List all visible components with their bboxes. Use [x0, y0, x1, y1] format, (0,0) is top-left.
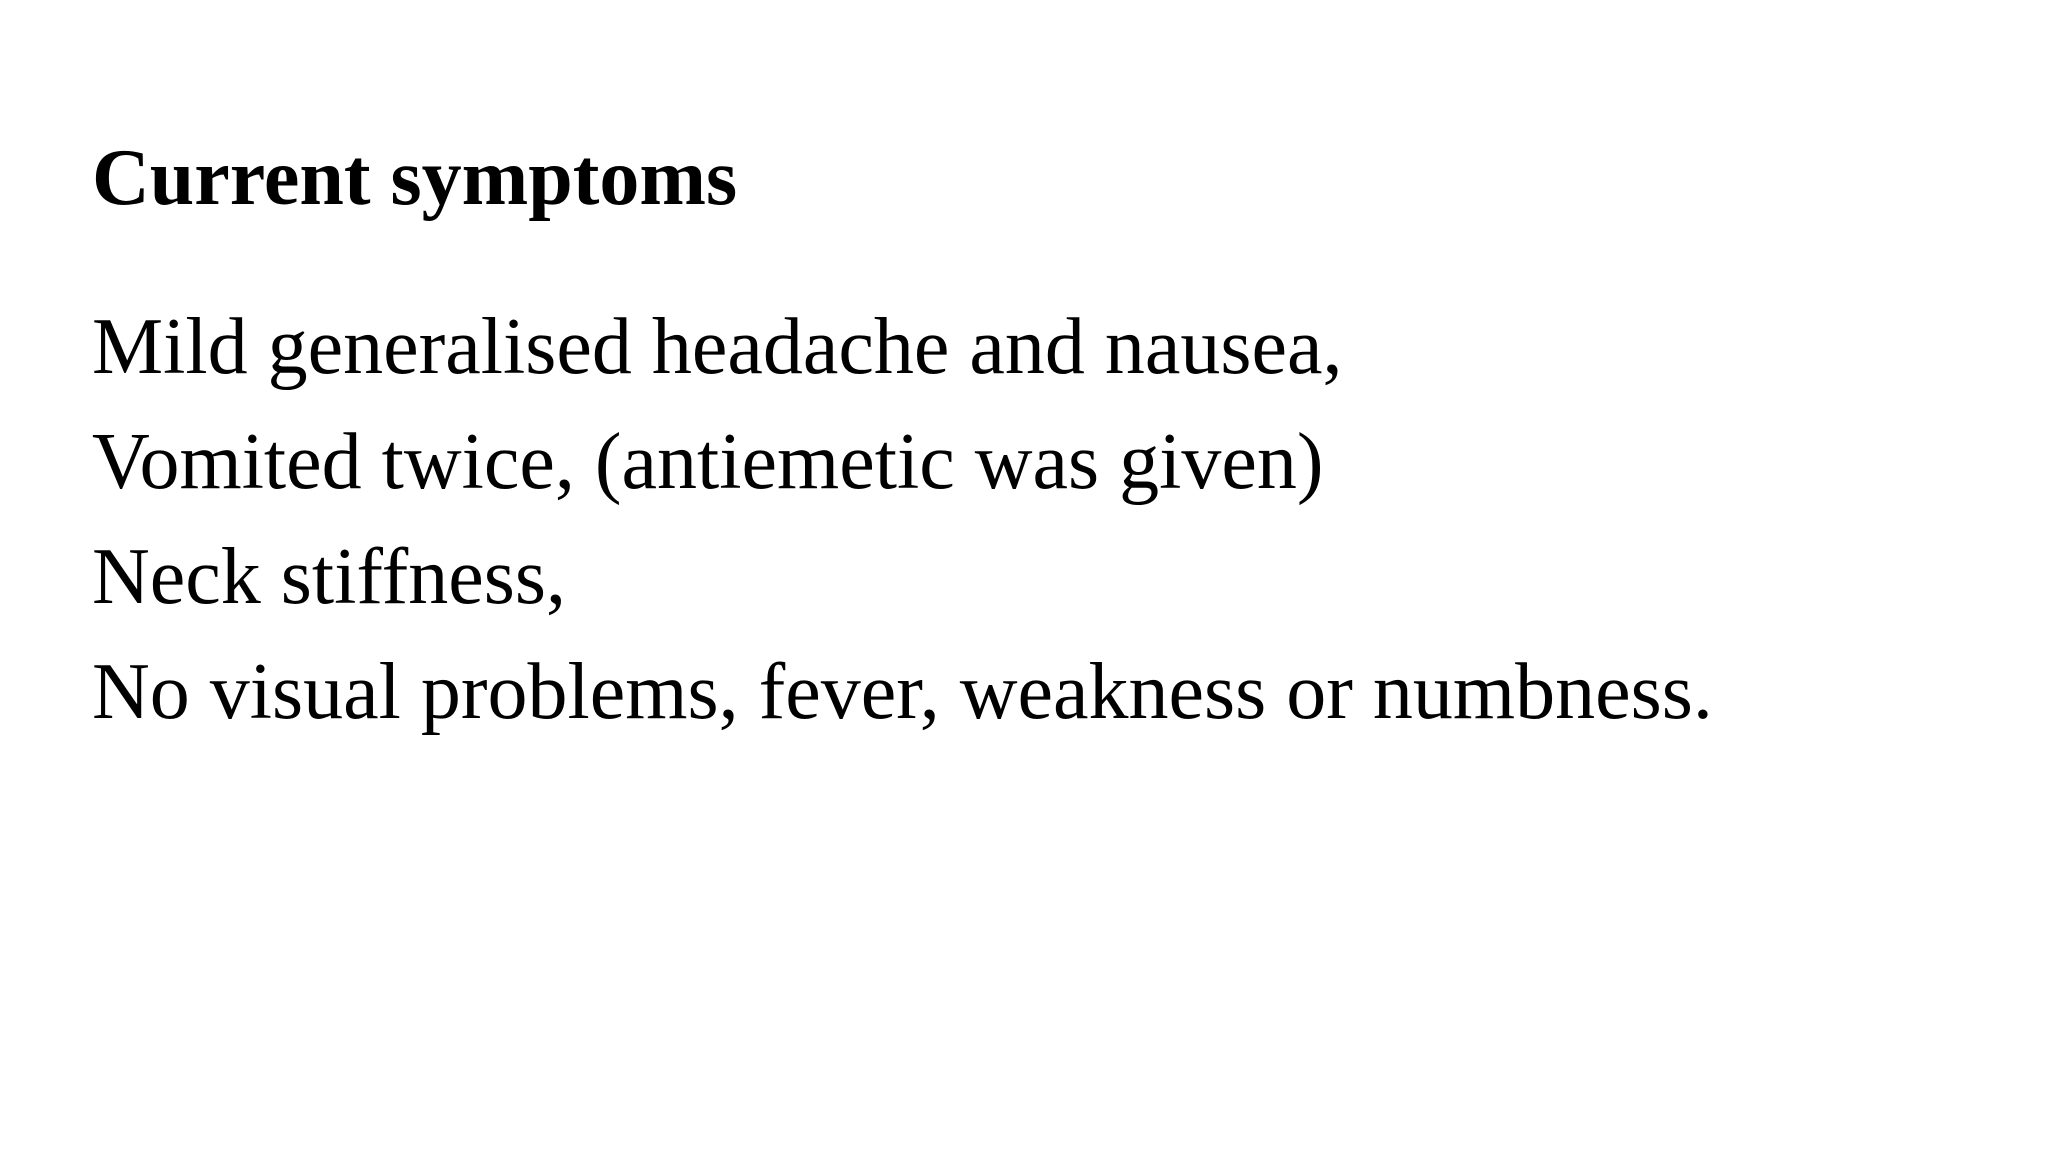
symptom-line-negatives: No visual problems, fever, weakness or numbness. — [92, 648, 1713, 736]
symptom-list — [92, 290, 1713, 750]
symptom-line-vomiting: Vomited twice, (antiemetic was given) — [92, 418, 1324, 506]
symptom-line-neck-stiffness: Neck stiffness, — [92, 533, 566, 621]
slide-heading: Current symptoms — [92, 134, 738, 222]
symptom-line-headache: Mild generalised headache and nausea, — [92, 303, 1343, 391]
